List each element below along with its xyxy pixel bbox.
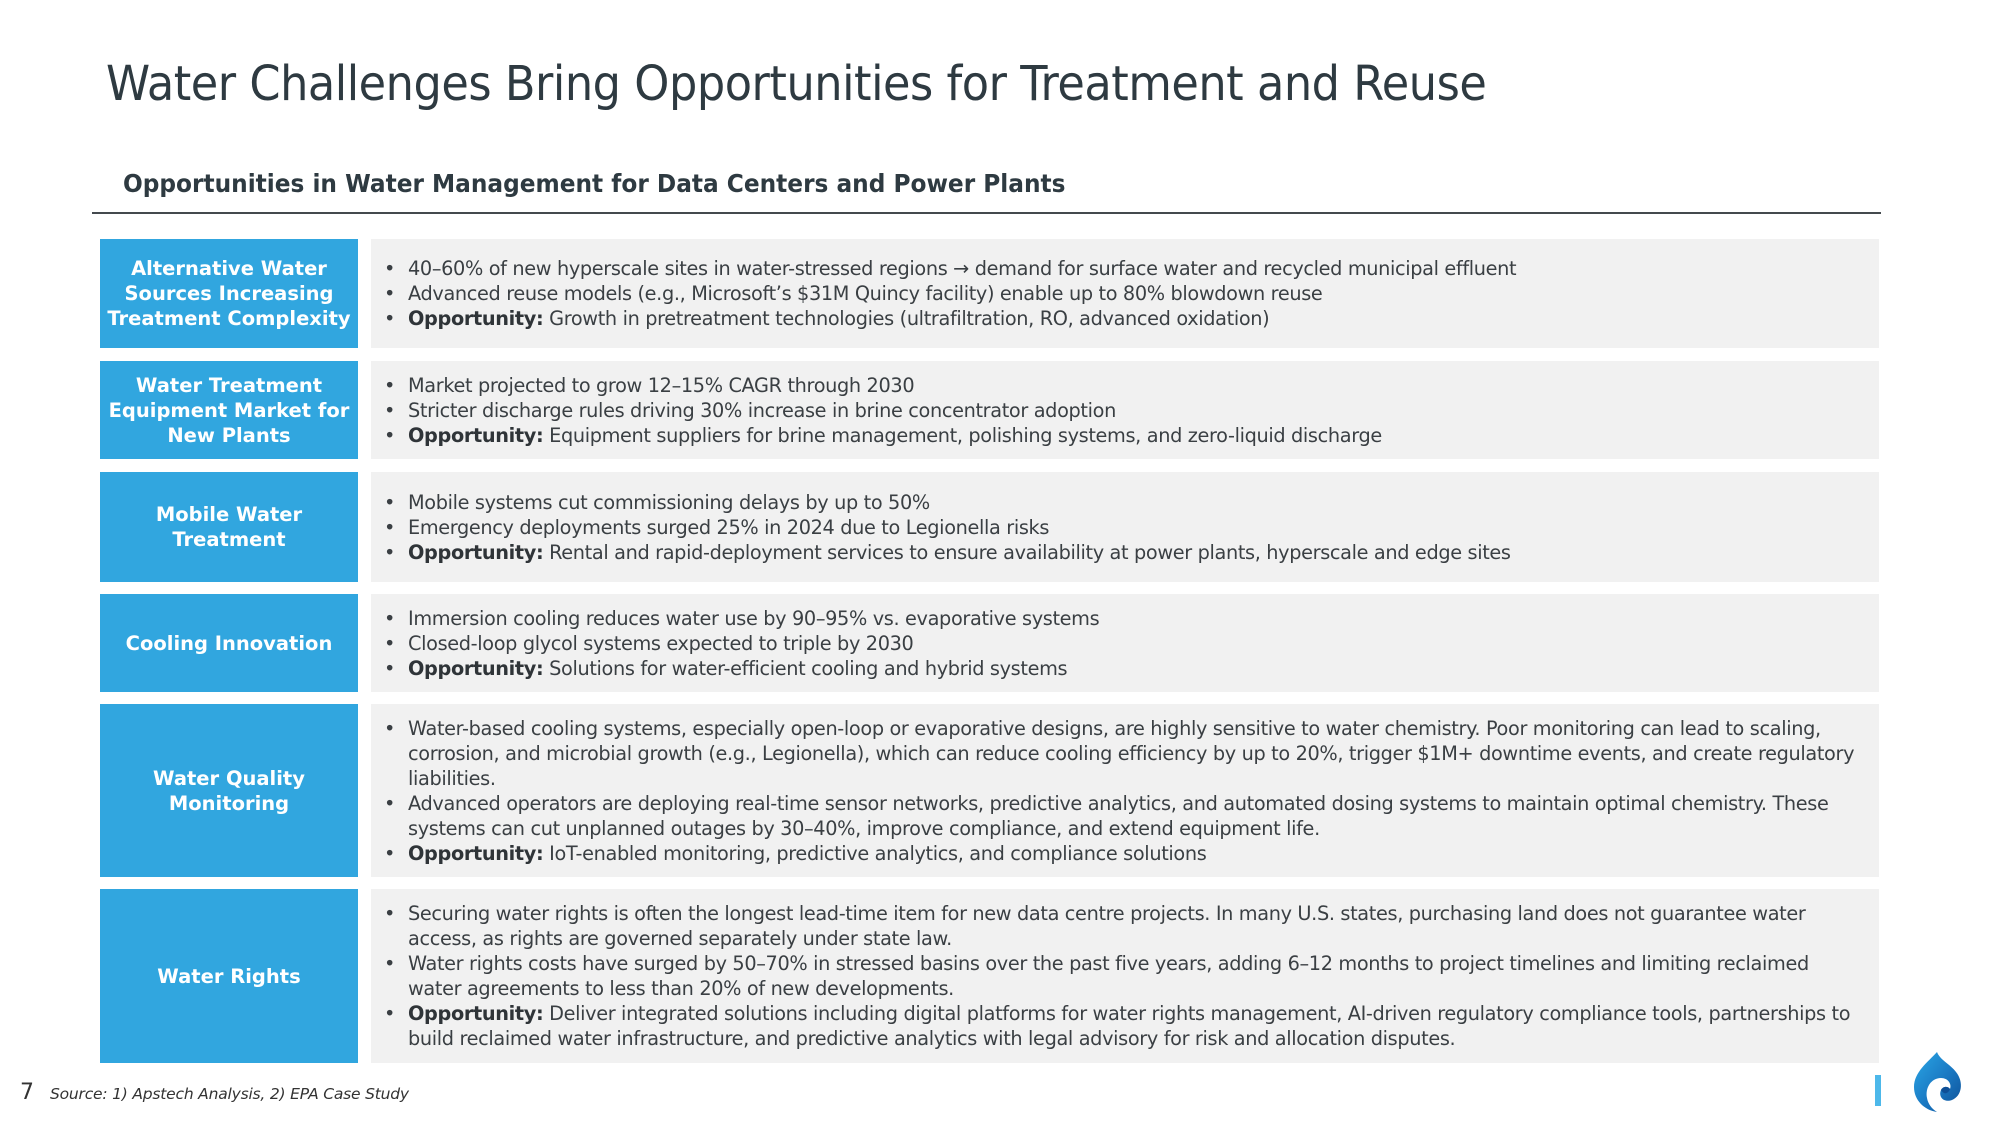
- list-item: • 40–60% of new hyperscale sites in water-stressed regions → demand for surface water and recycled municipal effluent: [384, 257, 1517, 280]
- category-label: Mobile Water Treatment: [100, 472, 358, 582]
- category-label: Cooling Innovation: [100, 594, 358, 692]
- category-details: [371, 239, 1879, 348]
- bullet-list: [383, 256, 1865, 331]
- category-details: [371, 889, 1879, 1063]
- bullet-icon: •: [384, 398, 396, 422]
- bullet-icon: •: [384, 716, 396, 740]
- opportunity-row-mobile-treatment: [100, 472, 1879, 582]
- bullet-icon: •: [384, 791, 396, 815]
- list-item: • Emergency deployments surged 25% in 2024 due to Legionella risks: [384, 515, 1050, 539]
- category-details: [371, 594, 1879, 692]
- list-item: • Securing water rights is often the longest lead-time item for new data centre projects. In many U.S. states, purchasing land does not guarantee water access, as rights are governed separately under state law.: [384, 902, 1806, 950]
- bullet-icon: •: [384, 606, 396, 630]
- opportunity-row-alternative-water: [100, 239, 1879, 348]
- list-item: • Closed-loop glycol systems expected to triple by 2030: [384, 631, 914, 655]
- bullet-icon: •: [384, 902, 396, 925]
- opportunity-row-water-quality: [100, 704, 1879, 877]
- opportunity-label: Opportunity:: [408, 841, 544, 865]
- list-item: • Mobile systems cut commissioning delays by up to 50%: [384, 490, 930, 514]
- bullet-icon: •: [384, 952, 396, 975]
- category-label: Water Quality Monitoring: [100, 704, 358, 877]
- bullet-list: [383, 490, 1865, 565]
- list-item: • Opportunity: Growth in pretreatment technologies (ultrafiltration, RO, advanced oxidation): [384, 307, 1270, 330]
- bullet-icon: •: [384, 257, 396, 280]
- accent-bar: [1875, 1075, 1881, 1106]
- opportunity-label: Opportunity:: [408, 540, 544, 564]
- category-details: [371, 361, 1879, 459]
- opportunity-label: Opportunity:: [408, 1002, 544, 1025]
- bullet-list: [383, 716, 1865, 866]
- list-item: • Opportunity: Rental and rapid-deployment services to ensure availability at power plants, hyperscale and edge sites: [384, 540, 1511, 564]
- page-number: 7: [20, 1080, 34, 1105]
- list-item: • Opportunity: Equipment suppliers for brine management, polishing systems, and zero-liquid discharge: [384, 423, 1382, 447]
- source-note: Source: 1) Apstech Analysis, 2) EPA Case Study: [50, 1085, 409, 1103]
- opportunity-label: Opportunity:: [408, 423, 544, 447]
- bullet-icon: •: [384, 631, 396, 655]
- list-item: • Advanced operators are deploying real-time sensor networks, predictive analytics, and automated dosing systems to maintain optimal chemistry. These systems can cut unplanned outages by 30–40%, improve compliance, and extend equipment life.: [384, 791, 1829, 840]
- bullet-icon: •: [384, 515, 396, 539]
- bullet-icon: •: [384, 841, 396, 865]
- opportunity-label: Opportunity:: [408, 656, 544, 680]
- bullet-icon: •: [384, 490, 396, 514]
- opportunity-row-water-rights: [100, 889, 1879, 1063]
- section-subtitle: Opportunities in Water Management for Data Centers and Power Plants: [123, 169, 1066, 198]
- category-details: [371, 472, 1879, 582]
- bullet-icon: •: [384, 540, 396, 564]
- bullet-icon: •: [384, 1002, 396, 1025]
- list-item: • Stricter discharge rules driving 30% increase in brine concentrator adoption: [384, 398, 1116, 422]
- category-label: Water Treatment Equipment Market for New Plants: [100, 361, 358, 459]
- list-item: • Opportunity: Deliver integrated solutions including digital platforms for water rights management, AI-driven regulatory compliance tools, partnerships to build reclaimed water infrastructure, and predictive analytics with legal advisory for risk and allocation disputes.: [384, 1002, 1851, 1050]
- bullet-icon: •: [384, 282, 396, 305]
- list-item: • Opportunity: IoT-enabled monitoring, predictive analytics, and compliance solutions: [384, 841, 1207, 865]
- list-item: • Immersion cooling reduces water use by 90–95% vs. evaporative systems: [384, 606, 1100, 630]
- list-item: • Advanced reuse models (e.g., Microsoft’s $31M Quincy facility) enable up to 80% blowdown reuse: [384, 282, 1323, 305]
- bullet-icon: •: [384, 373, 396, 397]
- water-drop-logo-icon: [1910, 1050, 1968, 1114]
- bullet-list: [383, 606, 1865, 681]
- category-label: Water Rights: [100, 889, 358, 1063]
- category-details: [371, 704, 1879, 877]
- category-label: Alternative Water Sources Increasing Treatment Complexity: [100, 239, 358, 348]
- opportunity-row-cooling-innovation: [100, 594, 1879, 692]
- bullet-icon: •: [384, 423, 396, 447]
- list-item: • Market projected to grow 12–15% CAGR through 2030: [384, 373, 915, 397]
- list-item: • Water-based cooling systems, especially open-loop or evaporative designs, are highly sensitive to water chemistry. Poor monitoring can lead to scaling, corrosion, and microbial growth (e.g., Legionella), which can reduce cooling efficiency by up to 20%, trigger $1M+ downtime events, and create regulatory liabilities.: [384, 716, 1855, 790]
- list-item: • Water rights costs have surged by 50–70% in stressed basins over the past five years, adding 6–12 months to project timelines and limiting reclaimed water agreements to less than 20% of new developments.: [384, 952, 1809, 1000]
- opportunity-row-equipment-market: [100, 361, 1879, 459]
- bullet-icon: •: [384, 307, 396, 330]
- bullet-icon: •: [384, 656, 396, 680]
- list-item: • Opportunity: Solutions for water-efficient cooling and hybrid systems: [384, 656, 1068, 680]
- bullet-list: [383, 373, 1865, 448]
- page-title: Water Challenges Bring Opportunities for Treatment and Reuse: [106, 56, 1487, 112]
- opportunity-label: Opportunity:: [408, 307, 544, 330]
- bullet-list: [383, 901, 1865, 1051]
- divider-rule: [92, 212, 1881, 214]
